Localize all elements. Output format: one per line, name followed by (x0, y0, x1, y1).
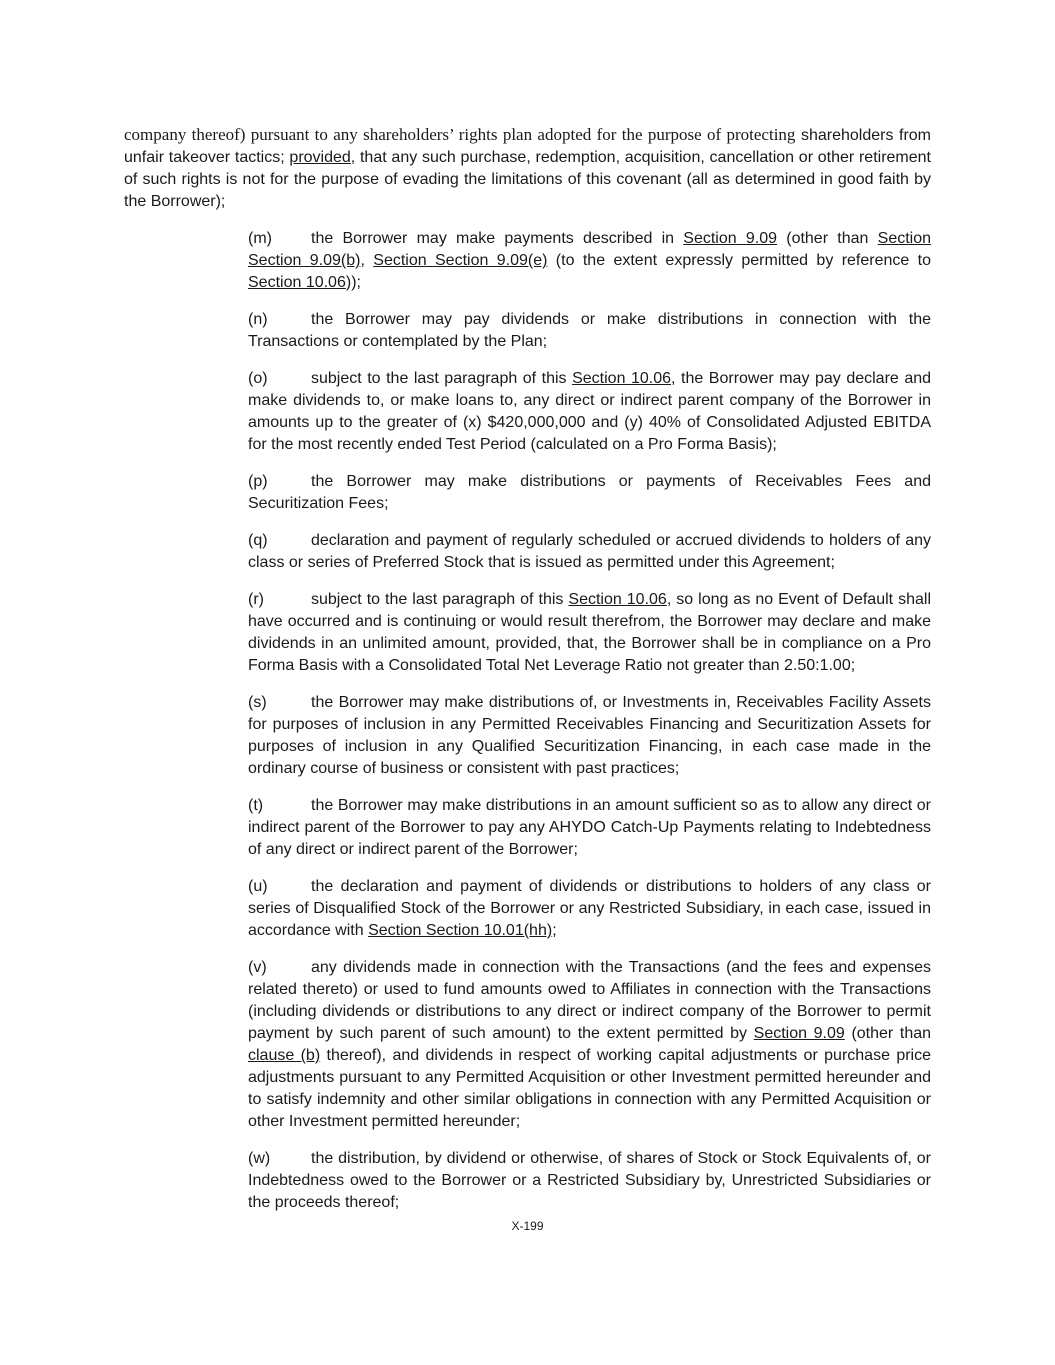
item-label: (u) (248, 878, 268, 895)
text: ; (552, 922, 557, 939)
paragraph-text: declaration and payment of regularly scheduled or accrued dividends to holders of any class or series of Preferred Stock that is issued as permitted under this Agreement; (248, 532, 931, 571)
text: )); (345, 274, 361, 291)
paragraph-n (124, 309, 931, 353)
text: the Borrower may pay declare and make dividends to, or make loans to, any direct or indirect parent company of the Borrower in amounts up to the greater of (x) $420,000,000 and (y) 40% of Consolidated Adjusted EBITDA for the most recently ended Test Period (calculated on a Pro Forma Basis); (248, 370, 932, 453)
section-ref: Section 9.09 (753, 1025, 845, 1042)
text: subject to the last paragraph of this (311, 370, 573, 387)
paragraph-s (124, 692, 931, 780)
item-label: (r) (248, 591, 264, 608)
paragraph-text: the Borrower may make distributions of, or Investments in, Receivables Facility Assets for purposes of inclusion in any Permitted Receivables Financing and Securitization Assets for purposes of inclusion in any Qualified Securitization Financing, in each case made in the ordinary course of business or consistent with past practices; (248, 694, 931, 777)
text: the declaration and payment of dividends or distributions to holders of any class or series of Disqualified Stock of the Borrower or any Restricted Subsidiary, in each case, issued in accordance with (248, 878, 931, 939)
paragraph-intro (124, 124, 931, 213)
text: (other than (777, 230, 878, 247)
text: (other than (844, 1025, 932, 1042)
text: (to the extent expressly permitted by reference to (547, 252, 932, 269)
intro-text-c: , that any such purchase, redemption, acquisition, cancellation or other retirement of such rights is not for the purpose of evading the limitations of this covenant (all as determined in good faith by the Borrower); (124, 149, 932, 210)
item-label: (w) (248, 1150, 271, 1167)
paragraph-m (124, 228, 931, 294)
intro-text-a: company thereof) pursuant to any shareholders’ rights plan adopted for the purpose of protecting (124, 125, 796, 144)
item-label: (p) (248, 473, 268, 490)
paragraph-text: the Borrower may pay dividends or make distributions in connection with the Transactions or contemplated by the Plan; (248, 311, 931, 350)
section-ref: Section Section 9.09(b) (248, 230, 932, 269)
section-ref: Section Section 10.01(hh) (368, 922, 553, 939)
text: , so long as no Event of Default shall have occurred and is continuing or would result therefrom, the Borrower may declare and make dividends in an unlimited amount, provided, that, the Borrower shall be in compliance on a Pro Forma Basis with a Consolidated Total Net Leverage Ratio not greater than 2.50:1.00; (248, 591, 932, 674)
item-label: (v) (248, 959, 267, 976)
section-ref: Section 10.06 (568, 591, 667, 608)
item-label: (o) (248, 370, 268, 387)
provided-term: provided (289, 149, 351, 166)
text: any dividends made in connection with the Transactions (and the fees and expenses related thereto) or used to fund amounts owed to Affiliates in connection with the Transactions (including dividends or distributions to any direct or indirect company of the Borrower to permit payment by such parent of such amount) to the extent permitted by (248, 959, 931, 1042)
paragraph-o (124, 368, 931, 456)
section-ref: Section 10.06, (572, 370, 676, 387)
paragraph-r (124, 589, 931, 677)
section-ref: Section Section 9.09(e) (373, 252, 548, 269)
text: thereof), and dividends in respect of working capital adjustments or purchase price adjustments pursuant to any Permitted Acquisition or other Investment permitted hereunder and to satisfy indemnity and other similar obligations in connection with any Permitted Acquisition or other Investment permitted hereunder; (248, 1047, 932, 1130)
document-page (124, 124, 931, 1229)
text: , (360, 252, 374, 269)
paragraph-u (124, 876, 931, 942)
paragraph-q (124, 530, 931, 574)
item-label: (m) (248, 230, 272, 247)
paragraph-text: the Borrower may make distributions in an amount sufficient so as to allow any direct or indirect parent of the Borrower to pay any AHYDO Catch-Up Payments relating to Indebtedness of any direct or indirect parent of the Borrower; (248, 797, 931, 858)
paragraph-p (124, 471, 931, 515)
item-label: (t) (248, 797, 264, 814)
section-ref: Section 10.06 (248, 274, 346, 291)
clause-ref: clause (b) (248, 1047, 321, 1064)
paragraph-text: the distribution, by dividend or otherwise, of shares of Stock or Stock Equivalents of, or Indebtedness owed to the Borrower or a Restricted Subsidiary by, Unrestricted Subsidiaries or the proceeds thereof; (248, 1150, 931, 1211)
text: subject to the last paragraph of this (311, 591, 569, 608)
text: the Borrower may make payments described in (311, 230, 684, 247)
item-label: (n) (248, 311, 268, 328)
item-label: (s) (248, 694, 267, 711)
paragraph-v (124, 957, 931, 1133)
item-label: (q) (248, 532, 268, 549)
intro-text-b: shareholders from unfair takeover tactics; (124, 127, 932, 166)
paragraph-text: the Borrower may make distributions or payments of Receivables Fees and Securitization Fees; (248, 473, 931, 512)
paragraph-w (124, 1148, 931, 1214)
page-number: X-199 (511, 1219, 544, 1233)
section-ref: Section 9.09 (683, 230, 778, 247)
paragraph-t (124, 795, 931, 861)
